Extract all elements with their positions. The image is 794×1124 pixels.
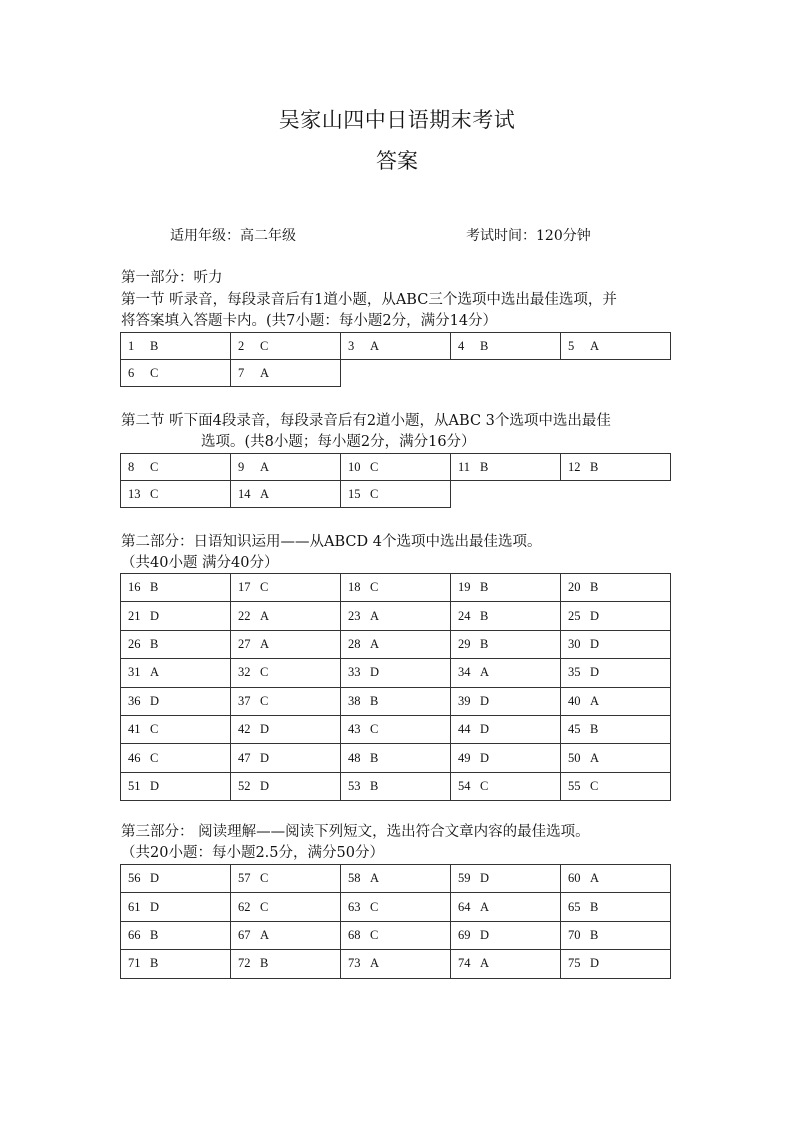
answer-letter: B	[150, 580, 159, 595]
question-number: 66	[128, 927, 141, 942]
answer-cell	[231, 333, 341, 360]
part3-line2: （共20小题：每小题2.5分，满分50分）	[121, 845, 384, 861]
answer-letter: C	[370, 486, 379, 501]
question-number: 53	[348, 778, 361, 793]
answer-table-part1-section2	[120, 453, 671, 508]
answer-cell	[451, 574, 561, 602]
answer-cell	[231, 921, 341, 949]
table-row	[121, 454, 671, 481]
answer-cell	[561, 865, 671, 893]
question-number: 5	[568, 338, 575, 353]
answer-cell	[121, 772, 231, 800]
question-number: 72	[238, 956, 251, 971]
question-number: 9	[238, 459, 245, 474]
answer-cell	[231, 687, 341, 715]
question-number: 15	[348, 486, 361, 501]
answer-letter: A	[480, 665, 490, 680]
answer-letter: B	[260, 956, 269, 971]
answer-letter: D	[480, 927, 490, 942]
answer-letter: D	[260, 778, 270, 793]
answer-table-part3	[120, 864, 671, 979]
question-number: 24	[458, 608, 471, 623]
answer-cell	[451, 602, 561, 630]
answer-cell	[121, 659, 231, 687]
answer-cell	[341, 687, 451, 715]
answer-letter: B	[480, 636, 489, 651]
table-row	[121, 360, 671, 387]
answer-cell	[451, 659, 561, 687]
answer-cell	[451, 333, 561, 360]
part1-section2-line2: 选项。(共8小题；每小题2分，满分16分）	[201, 434, 476, 450]
question-number: 23	[348, 608, 361, 623]
answer-letter: A	[480, 899, 490, 914]
question-number: 1	[128, 338, 135, 353]
answer-cell	[231, 360, 341, 387]
question-number: 20	[568, 580, 581, 595]
answer-cell	[561, 630, 671, 658]
answer-cell	[121, 602, 231, 630]
answer-cell	[231, 454, 341, 481]
answer-letter: D	[590, 956, 600, 971]
answer-letter: B	[150, 636, 159, 651]
answer-letter: D	[590, 608, 600, 623]
answer-cell	[121, 454, 231, 481]
answer-cell	[341, 865, 451, 893]
answer-letter: B	[590, 722, 599, 737]
answer-cell	[121, 921, 231, 949]
answer-cell	[561, 602, 671, 630]
question-number: 35	[568, 665, 581, 680]
answer-letter: B	[590, 899, 599, 914]
question-number: 31	[128, 665, 141, 680]
answer-cell	[231, 659, 341, 687]
answer-letter: D	[150, 778, 160, 793]
answer-letter: D	[480, 693, 490, 708]
question-number: 73	[348, 956, 361, 971]
question-number: 43	[348, 722, 361, 737]
question-number: 8	[128, 459, 135, 474]
question-number: 60	[568, 871, 581, 886]
question-number: 29	[458, 636, 471, 651]
answer-letter: D	[150, 899, 160, 914]
answer-letter: C	[480, 778, 489, 793]
table-row	[121, 744, 671, 772]
question-number: 65	[568, 899, 581, 914]
answer-cell	[341, 602, 451, 630]
answer-letter: B	[150, 338, 159, 353]
part2-line1: 第二部分：日语知识运用——从ABCD 4个选项中选出最佳选项。	[121, 534, 542, 550]
answer-cell	[451, 921, 561, 949]
answer-letter: A	[150, 665, 160, 680]
question-number: 42	[238, 722, 251, 737]
answer-letter: A	[370, 338, 380, 353]
answer-letter: D	[480, 750, 490, 765]
question-number: 59	[458, 871, 471, 886]
answer-letter: B	[370, 750, 379, 765]
answer-cell	[451, 630, 561, 658]
table-row	[121, 950, 671, 978]
answer-cell	[231, 744, 341, 772]
answer-letter: D	[150, 871, 160, 886]
answer-letter: B	[480, 338, 489, 353]
question-number: 22	[238, 608, 251, 623]
part1-section1-line1: 第一节 听录音，每段录音后有1道小题，从ABC三个选项中选出最佳选项，并	[121, 292, 617, 308]
question-number: 28	[348, 636, 361, 651]
answer-cell	[231, 865, 341, 893]
question-number: 40	[568, 693, 581, 708]
answer-cell	[561, 574, 671, 602]
answer-cell	[561, 950, 671, 978]
question-number: 2	[238, 338, 245, 353]
question-number: 30	[568, 636, 581, 651]
answer-letter: C	[370, 459, 379, 474]
answer-letter: A	[370, 636, 380, 651]
question-number: 44	[458, 722, 471, 737]
question-number: 68	[348, 927, 361, 942]
table-row	[121, 333, 671, 360]
table-row	[121, 574, 671, 602]
question-number: 69	[458, 927, 471, 942]
answer-cell	[561, 893, 671, 921]
answer-cell	[561, 687, 671, 715]
answer-cell	[451, 715, 561, 743]
answer-letter: C	[370, 899, 379, 914]
answer-cell	[341, 333, 451, 360]
answer-cell	[121, 333, 231, 360]
answer-cell	[341, 574, 451, 602]
question-number: 51	[128, 778, 141, 793]
answer-cell	[451, 454, 561, 481]
answer-letter: A	[260, 486, 270, 501]
answer-cell	[231, 574, 341, 602]
answer-letter: A	[260, 927, 270, 942]
question-number: 70	[568, 927, 581, 942]
answer-cell	[341, 659, 451, 687]
question-number: 71	[128, 956, 141, 971]
answer-cell	[121, 865, 231, 893]
answer-cell	[341, 630, 451, 658]
answer-cell	[341, 893, 451, 921]
question-number: 33	[348, 665, 361, 680]
answer-cell	[561, 921, 671, 949]
answer-letter: C	[260, 665, 269, 680]
answer-cell	[121, 574, 231, 602]
table-row	[121, 687, 671, 715]
question-number: 7	[238, 365, 245, 380]
answer-cell	[561, 772, 671, 800]
answer-letter: C	[260, 338, 269, 353]
part1-section1-line2: 将答案填入答题卡内。(共7小题：每小题2分，满分14分）	[121, 313, 498, 329]
answer-letter: A	[260, 459, 270, 474]
answer-letter: D	[590, 665, 600, 680]
question-number: 17	[238, 580, 251, 595]
question-number: 36	[128, 693, 141, 708]
answer-letter: C	[260, 693, 269, 708]
answer-letter: B	[480, 580, 489, 595]
answer-cell	[231, 950, 341, 978]
answer-letter: A	[370, 871, 380, 886]
table-row	[121, 921, 671, 949]
answer-letter: C	[260, 899, 269, 914]
answer-letter: A	[260, 636, 270, 651]
answer-letter: C	[370, 580, 379, 595]
document-title: 吴家山四中日语期末考试	[278, 108, 516, 132]
answer-cell	[341, 744, 451, 772]
part2-line2: （共40小题 满分40分）	[121, 555, 279, 571]
empty-cell	[561, 360, 671, 387]
answer-letter: B	[370, 693, 379, 708]
answer-letter: A	[260, 365, 270, 380]
answer-letter: A	[370, 608, 380, 623]
answer-letter: D	[590, 636, 600, 651]
question-number: 12	[568, 459, 581, 474]
question-number: 4	[458, 338, 465, 353]
question-number: 16	[128, 580, 141, 595]
answer-letter: A	[480, 956, 490, 971]
exam-time-label: 考试时间：120分钟	[466, 228, 591, 244]
answer-letter: B	[150, 927, 159, 942]
answer-letter: D	[480, 722, 490, 737]
answer-cell	[451, 893, 561, 921]
answer-letter: B	[590, 927, 599, 942]
question-number: 47	[238, 750, 251, 765]
question-number: 52	[238, 778, 251, 793]
question-number: 64	[458, 899, 471, 914]
question-number: 63	[348, 899, 361, 914]
answer-letter: B	[370, 778, 379, 793]
answer-cell	[451, 744, 561, 772]
answer-cell	[231, 602, 341, 630]
answer-letter: C	[150, 365, 159, 380]
table-row	[121, 865, 671, 893]
question-number: 26	[128, 636, 141, 651]
table-row	[121, 659, 671, 687]
document-subtitle: 答案	[376, 149, 418, 173]
answer-letter: D	[260, 750, 270, 765]
answer-letter: D	[370, 665, 380, 680]
question-number: 55	[568, 778, 581, 793]
question-number: 45	[568, 722, 581, 737]
answer-letter: C	[590, 778, 599, 793]
answer-letter: A	[590, 871, 600, 886]
question-number: 39	[458, 693, 471, 708]
table-row	[121, 893, 671, 921]
answer-cell	[451, 950, 561, 978]
question-number: 75	[568, 956, 581, 971]
question-number: 13	[128, 486, 141, 501]
answer-table-part2	[120, 573, 671, 801]
question-number: 19	[458, 580, 471, 595]
answer-cell	[121, 687, 231, 715]
answer-letter: D	[480, 871, 490, 886]
answer-letter: C	[370, 927, 379, 942]
question-number: 67	[238, 927, 251, 942]
question-number: 49	[458, 750, 471, 765]
question-number: 21	[128, 608, 141, 623]
question-number: 6	[128, 365, 135, 380]
answer-cell	[231, 481, 341, 508]
answer-letter: C	[370, 722, 379, 737]
question-number: 38	[348, 693, 361, 708]
answer-cell	[121, 481, 231, 508]
question-number: 25	[568, 608, 581, 623]
question-number: 14	[238, 486, 251, 501]
table-row	[121, 630, 671, 658]
question-number: 61	[128, 899, 141, 914]
question-number: 10	[348, 459, 361, 474]
answer-letter: A	[370, 956, 380, 971]
question-number: 27	[238, 636, 251, 651]
answer-cell	[341, 715, 451, 743]
answer-cell	[451, 772, 561, 800]
answer-cell	[561, 454, 671, 481]
question-number: 56	[128, 871, 141, 886]
answer-letter: D	[260, 722, 270, 737]
answer-cell	[121, 630, 231, 658]
answer-letter: B	[150, 956, 159, 971]
answer-cell	[121, 744, 231, 772]
question-number: 37	[238, 693, 251, 708]
answer-cell	[561, 333, 671, 360]
answer-letter: C	[150, 750, 159, 765]
part3-line1: 第三部分： 阅读理解——阅读下列短文，选出符合文章内容的最佳选项。	[121, 824, 590, 840]
answer-letter: A	[590, 693, 600, 708]
answer-letter: C	[150, 722, 159, 737]
answer-letter: C	[260, 580, 269, 595]
answer-letter: C	[150, 459, 159, 474]
answer-letter: B	[590, 459, 599, 474]
answer-cell	[451, 865, 561, 893]
answer-cell	[121, 950, 231, 978]
answer-letter: B	[590, 580, 599, 595]
question-number: 48	[348, 750, 361, 765]
answer-cell	[231, 772, 341, 800]
answer-letter: B	[480, 608, 489, 623]
question-number: 74	[458, 956, 471, 971]
question-number: 62	[238, 899, 251, 914]
table-row	[121, 481, 671, 508]
table-row	[121, 772, 671, 800]
question-number: 58	[348, 871, 361, 886]
question-number: 11	[458, 459, 471, 474]
table-row	[121, 602, 671, 630]
question-number: 3	[348, 338, 355, 353]
answer-cell	[231, 715, 341, 743]
answer-cell	[121, 360, 231, 387]
answer-cell	[121, 893, 231, 921]
part1-heading: 第一部分：听力	[121, 270, 223, 286]
answer-table-part1-section1	[120, 332, 671, 387]
answer-cell	[121, 715, 231, 743]
answer-letter: B	[480, 459, 489, 474]
answer-letter: D	[150, 693, 160, 708]
answer-letter: A	[590, 338, 600, 353]
question-number: 32	[238, 665, 251, 680]
answer-letter: C	[260, 871, 269, 886]
grade-label: 适用年级：高二年级	[170, 228, 296, 244]
empty-cell	[341, 360, 451, 387]
answer-letter: D	[150, 608, 160, 623]
answer-letter: A	[260, 608, 270, 623]
empty-cell	[451, 360, 561, 387]
answer-cell	[341, 454, 451, 481]
answer-letter: A	[590, 750, 600, 765]
empty-cell	[561, 481, 671, 508]
answer-letter: C	[150, 486, 159, 501]
answer-cell	[341, 481, 451, 508]
part1-section2-line1: 第二节 听下面4段录音，每段录音后有2道小题，从ABC 3个选项中选出最佳	[121, 413, 611, 429]
answer-cell	[561, 659, 671, 687]
question-number: 18	[348, 580, 361, 595]
answer-cell	[341, 950, 451, 978]
answer-cell	[341, 921, 451, 949]
question-number: 34	[458, 665, 471, 680]
answer-cell	[451, 687, 561, 715]
answer-cell	[231, 893, 341, 921]
table-row	[121, 715, 671, 743]
question-number: 46	[128, 750, 141, 765]
question-number: 54	[458, 778, 471, 793]
question-number: 50	[568, 750, 581, 765]
question-number: 57	[238, 871, 251, 886]
answer-cell	[341, 772, 451, 800]
empty-cell	[451, 481, 561, 508]
question-number: 41	[128, 722, 141, 737]
answer-cell	[231, 630, 341, 658]
answer-cell	[561, 715, 671, 743]
answer-cell	[561, 744, 671, 772]
